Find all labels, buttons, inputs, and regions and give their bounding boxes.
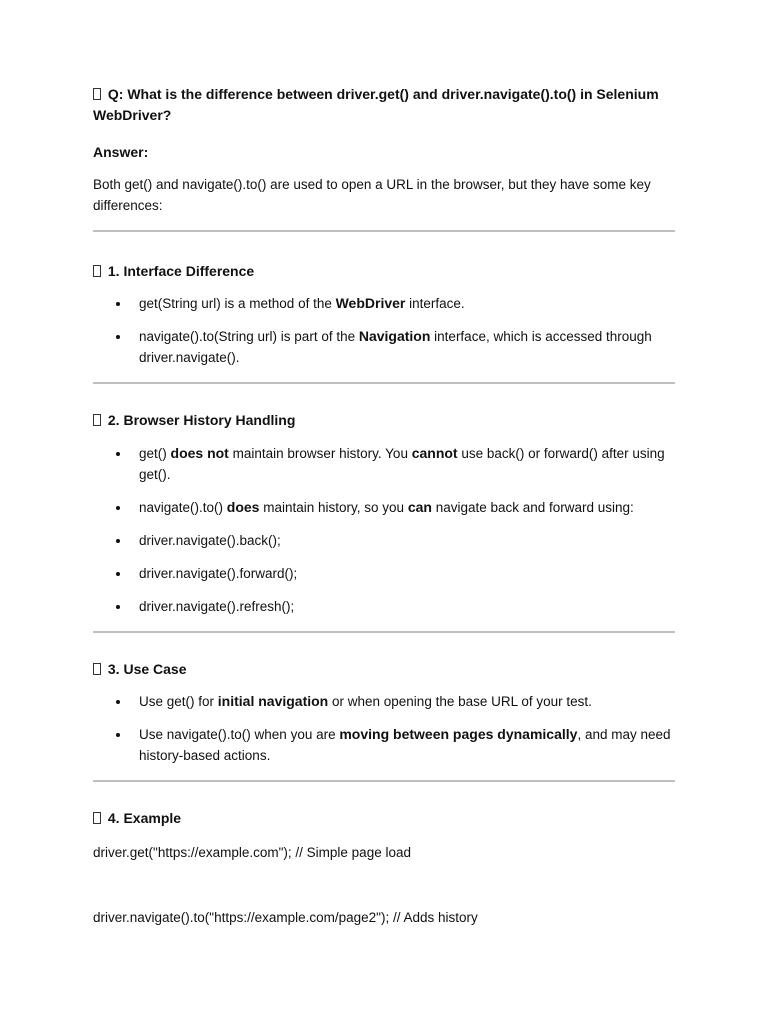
list-item-text: use back() or forward() after using get(). — [139, 446, 665, 482]
list-item-text: maintain browser history. You — [228, 446, 412, 461]
bullet-list — [93, 691, 675, 766]
bullet-icon — [116, 335, 120, 339]
bullet-icon — [116, 733, 120, 737]
list-item-text: or when opening the base URL of your test. — [328, 694, 592, 709]
code-example-navigate: driver.navigate().to("https://example.com/page2"); // Adds history — [93, 910, 478, 925]
list-item-text: navigate().to(String url) is part of the — [139, 329, 359, 344]
question-heading — [93, 84, 675, 126]
missing-glyph-icon — [93, 663, 101, 675]
list-item-text: get(String url) is a method of the — [139, 296, 336, 311]
missing-glyph-icon — [93, 265, 101, 277]
list-item — [93, 443, 675, 485]
list-item — [93, 596, 675, 617]
bullet-list — [93, 293, 675, 368]
section-heading-use-case — [93, 659, 675, 679]
divider — [93, 382, 675, 384]
divider — [93, 230, 675, 232]
list-item-bold: moving between pages dynamically — [339, 726, 578, 742]
list-item-text: get() — [139, 446, 171, 461]
list-item-text: maintain history, so you — [259, 500, 408, 515]
list-item — [93, 326, 675, 368]
missing-glyph-icon — [93, 812, 101, 824]
section-heading-text: 3. Use Case — [107, 661, 187, 677]
section-heading-example — [93, 808, 675, 828]
list-item — [93, 497, 675, 518]
bullet-icon — [116, 452, 120, 456]
list-item-text: driver.navigate().back(); — [139, 533, 281, 548]
bullet-list — [93, 443, 675, 617]
list-item-text: navigate().to() — [139, 500, 227, 515]
section-heading-text: 4. Example — [107, 810, 182, 826]
code-example-get: driver.get("https://example.com"); // Simple page load — [93, 845, 411, 860]
list-item-bold: WebDriver — [335, 295, 406, 311]
bullet-icon — [116, 539, 120, 543]
list-item — [93, 530, 675, 551]
list-item-bold: initial navigation — [217, 693, 329, 709]
section-heading-text: 2. Browser History Handling — [107, 412, 296, 428]
list-item — [93, 563, 675, 584]
list-item-text: driver.navigate().forward(); — [139, 566, 298, 581]
list-item-text: Use navigate().to() when you are — [139, 727, 340, 742]
bullet-icon — [116, 700, 120, 704]
divider — [93, 780, 675, 782]
list-item-text: interface, which is accessed through driver.navigate(). — [139, 329, 652, 365]
question-text: Q: What is the difference between driver.get() and driver.navigate().to() in Selenium WebDriver? — [93, 86, 659, 123]
list-item-bold: cannot — [411, 445, 458, 461]
list-item — [93, 724, 675, 766]
bullet-icon — [116, 302, 120, 306]
answer-label: Answer: — [93, 144, 149, 160]
list-item — [93, 691, 675, 712]
list-item-bold: can — [407, 499, 432, 515]
missing-glyph-icon — [93, 414, 101, 426]
divider — [93, 631, 675, 633]
bullet-icon — [116, 506, 120, 510]
list-item — [93, 293, 675, 314]
list-item-text: Use get() for — [139, 694, 218, 709]
missing-glyph-icon — [93, 88, 101, 100]
section-heading-text: 1. Interface Difference — [107, 263, 255, 279]
bullet-icon — [116, 572, 120, 576]
list-item-text: navigate back and forward using: — [431, 500, 634, 515]
list-item-text: interface. — [405, 296, 465, 311]
list-item-bold: does not — [170, 445, 229, 461]
document-content — [93, 84, 675, 928]
section-heading-browser-history — [93, 410, 675, 430]
section-heading-interface-difference — [93, 261, 675, 281]
list-item-text: driver.navigate().refresh(); — [139, 599, 295, 614]
bullet-icon — [116, 605, 120, 609]
list-item-bold: does — [226, 499, 260, 515]
list-item-text: , and may need history-based actions. — [139, 727, 671, 763]
intro-paragraph: Both get() and navigate().to() are used to open a URL in the browser, but they have some key differences: — [93, 177, 651, 213]
list-item-bold: Navigation — [358, 328, 431, 344]
